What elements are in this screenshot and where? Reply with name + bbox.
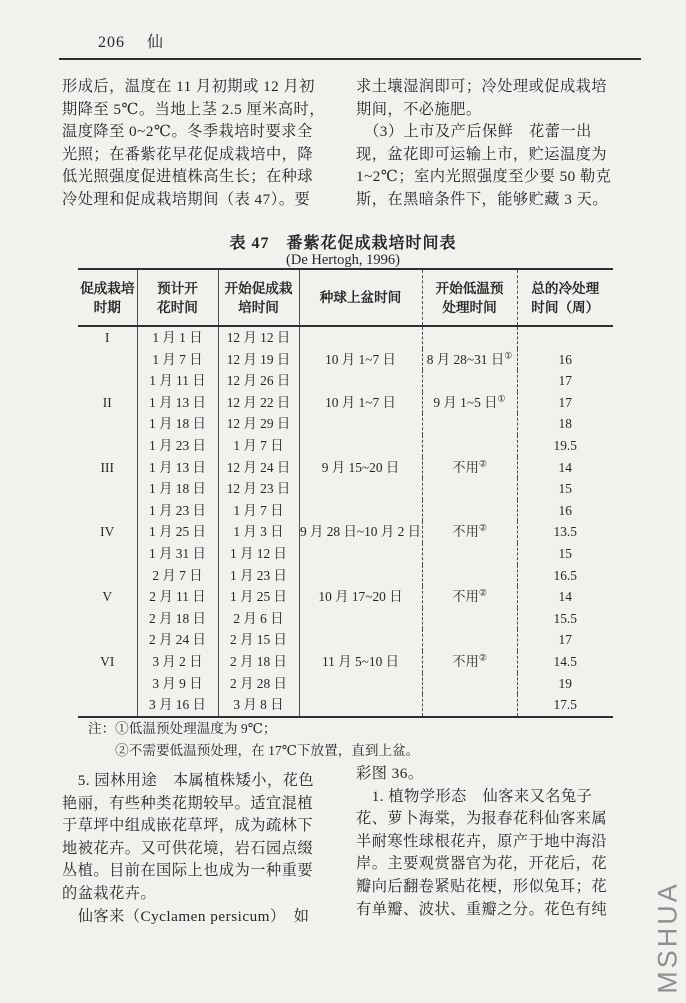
table-cell <box>299 694 422 717</box>
text-line: 5. 园林用途 本属植株矮小，花色 <box>62 772 314 789</box>
text-line: 现，盆花即可运输上市，贮运温度为 <box>356 145 607 163</box>
table-row <box>78 629 613 651</box>
text-line: 彩图 36。 <box>356 765 424 782</box>
table-cell <box>78 629 137 651</box>
table-cell: 1 月 25 日 <box>137 521 218 543</box>
header-line: 预计开 <box>157 280 198 296</box>
table-cell <box>299 543 422 565</box>
text-line: 形成后，温度在 11 月初期或 12 月初 <box>62 78 315 95</box>
table-cell: IV <box>100 524 115 540</box>
table-row <box>78 435 613 457</box>
table-cell <box>78 673 137 695</box>
table-header-cell <box>78 269 137 326</box>
table-cell: 1 月 7 日 <box>218 435 299 457</box>
table-cell <box>422 370 517 392</box>
table-cell: 19 <box>517 673 613 695</box>
table-cell: 1 月 13 日 <box>137 457 218 479</box>
table-cell: 1 月 7 日 <box>218 500 299 522</box>
table-cell: 2 月 7 日 <box>137 565 218 587</box>
table-cell: 17.5 <box>517 694 613 717</box>
table-cell: 3 月 16 日 <box>137 694 218 717</box>
table-cell: 1 月 7 日 <box>137 349 218 371</box>
table-header-cell <box>218 269 299 326</box>
table-cell <box>517 326 613 349</box>
table-cell: 19.5 <box>517 435 613 457</box>
table-cell: 15.5 <box>517 608 613 630</box>
top-left-column <box>62 76 356 212</box>
footnote-marker: ② <box>478 522 487 533</box>
footnote-marker: ② <box>478 458 487 469</box>
table-cell: 2 月 11 日 <box>137 586 218 608</box>
table-cell: 17 <box>517 629 613 651</box>
table-cell: 14 <box>517 457 613 479</box>
table-cell: 1 月 25 日 <box>218 586 299 608</box>
table-cell: 2 月 18 日 <box>218 651 299 673</box>
table-cell <box>422 694 517 717</box>
text-line: ②不需要低温预处理，在 17℃下放置，直到上盆。 <box>88 743 420 759</box>
table-cell: 3 月 2 日 <box>137 651 218 673</box>
table-cell <box>78 435 137 457</box>
table-row <box>78 413 613 435</box>
table-cell: 17 <box>517 370 613 392</box>
table-cell <box>78 478 137 500</box>
table-row <box>78 392 613 414</box>
table-row <box>78 370 613 392</box>
table-cell: 1 月 23 日 <box>218 565 299 587</box>
header-line: 开始促成栽 <box>224 280 293 296</box>
text-line: 光照；在番紫花早花促成栽培中，降 <box>62 145 313 163</box>
table-cell: 1 月 3 日 <box>218 521 299 543</box>
text-line: 斯，在黑暗条件下，能够贮藏 3 天。 <box>356 190 608 208</box>
table-cell <box>299 413 422 435</box>
table-cell: 2 月 24 日 <box>137 629 218 651</box>
table-cell <box>78 500 137 522</box>
header-line: 培时间 <box>238 299 279 315</box>
table-cell <box>78 370 137 392</box>
bottom-right-column <box>356 763 648 921</box>
table-cell: 9 月 1~5 日① <box>422 392 517 414</box>
table-cell: 不用② <box>422 457 517 479</box>
table-cell: 1 月 12 日 <box>218 543 299 565</box>
table-cell <box>299 478 422 500</box>
header-line: 促成栽培 <box>80 280 135 296</box>
text-line: 1~2℃；室内光照强度至少要 50 勒克 <box>356 168 612 186</box>
table-cell: 不用② <box>422 651 517 673</box>
table-cell: 2 月 28 日 <box>218 673 299 695</box>
table-cell <box>299 673 422 695</box>
table-source-citation: (De Hertogh, 1996) <box>286 252 400 268</box>
table-cell: III <box>100 459 114 475</box>
table-cell: 不用② <box>422 586 517 608</box>
table-cell: 16 <box>517 500 613 522</box>
table-row <box>78 326 613 349</box>
table-cell <box>422 435 517 457</box>
table-cell: 9 月 15~20 日 <box>299 457 422 479</box>
table-header-cell <box>137 269 218 326</box>
top-right-column <box>356 76 648 212</box>
table-row <box>78 565 613 587</box>
table-cell <box>299 500 422 522</box>
table-cell: 14 <box>517 586 613 608</box>
table-row <box>78 457 613 479</box>
header-line: 总的冷处理 <box>531 280 600 296</box>
text-line: 仙客来（Cyclamen persicum） 如 <box>62 907 310 925</box>
forcing-table-body <box>78 326 613 717</box>
table-cell: 10 月 1~7 日 <box>299 392 422 414</box>
table-cell <box>422 326 517 349</box>
table-cell: 1 月 23 日 <box>137 500 218 522</box>
running-header <box>98 29 164 52</box>
table-cell: 12 月 29 日 <box>218 413 299 435</box>
table-cell <box>422 673 517 695</box>
table-cell <box>299 370 422 392</box>
text-line: 期降至 5℃。当地上茎 2.5 厘米高时， <box>62 100 325 118</box>
table-cell: 8 月 28~31 日① <box>422 349 517 371</box>
text-line: 于草坪中组成嵌花草坪，成为疏林下 <box>62 817 313 835</box>
header-line: 花时间 <box>157 299 198 315</box>
table-cell: 12 月 19 日 <box>218 349 299 371</box>
header-line: 处理时间 <box>442 299 497 315</box>
table-row <box>78 500 613 522</box>
table-cell: V <box>102 589 113 605</box>
table-cell: II <box>102 394 112 410</box>
table-cell: 12 月 12 日 <box>218 326 299 349</box>
forcing-table <box>78 268 613 718</box>
table-cell: 16 <box>517 349 613 371</box>
table-cell: 13.5 <box>517 521 613 543</box>
bottom-left-column <box>62 770 356 928</box>
table-row <box>78 608 613 630</box>
text-line: 艳丽，有些种类花期较早。适宜混植 <box>62 794 313 812</box>
table-cell <box>299 629 422 651</box>
text-line: 地被花卉。又可供花境，岩石园点缀 <box>62 839 313 857</box>
running-title: 仙 <box>147 34 165 51</box>
table-cell <box>299 565 422 587</box>
table-title: 表 47 番紫花促成栽培时间表 <box>229 235 457 252</box>
table-header-cell <box>517 269 613 326</box>
table-cell: 11 月 5~10 日 <box>299 651 422 673</box>
text-line: 1. 植物学形态 仙客来又名兔子 <box>356 787 593 805</box>
table-cell: 1 月 11 日 <box>137 370 218 392</box>
table-cell: 18 <box>517 413 613 435</box>
table-cell <box>299 326 422 349</box>
header-rule <box>59 58 641 60</box>
text-line: 岸。主要观赏器官为花，开花后，花 <box>356 855 607 873</box>
table-cell <box>78 413 137 435</box>
table-cell: 3 月 8 日 <box>218 694 299 717</box>
text-line: 有单瓣、波状、重瓣之分。花色有纯 <box>356 900 607 918</box>
footnote-marker: ② <box>478 587 487 598</box>
text-line: 半耐寒性球根花卉，原产于地中海沿 <box>356 832 607 850</box>
table-cell <box>78 543 137 565</box>
footnote-marker: ② <box>478 652 487 663</box>
table-cell <box>422 543 517 565</box>
table-cell: 12 月 24 日 <box>218 457 299 479</box>
text-line: 丛植。目前在国际上也成为一种重要 <box>62 862 313 880</box>
table-cell: 10 月 1~7 日 <box>299 349 422 371</box>
header-line: 开始低温预 <box>435 280 504 296</box>
table-cell <box>299 608 422 630</box>
table-cell <box>299 435 422 457</box>
text-line: 冷处理和促成栽培期间（表 47）。要 <box>62 190 311 208</box>
page-number: 206 <box>98 34 125 51</box>
table-row <box>78 673 613 695</box>
table-header-cell <box>299 269 422 326</box>
table-cell: 15 <box>517 478 613 500</box>
table-cell: 1 月 23 日 <box>137 435 218 457</box>
table-cell: 17 <box>517 392 613 414</box>
table-cell: 1 月 18 日 <box>137 478 218 500</box>
text-line: 注：①低温预处理温度为 9℃； <box>88 721 277 736</box>
table-header-row <box>78 269 613 326</box>
watermark-text: MSHUA <box>652 881 683 994</box>
table-row <box>78 543 613 565</box>
table-row <box>78 586 613 608</box>
table-cell: 1 月 13 日 <box>137 392 218 414</box>
header-line: 时期 <box>93 299 121 315</box>
table-cell: 15 <box>517 543 613 565</box>
table-row <box>78 478 613 500</box>
text-line: 花、萝卜海棠，为报春花科仙客来属 <box>356 810 607 828</box>
text-line: 求土壤湿润即可；冷处理或促成栽培 <box>356 78 607 95</box>
table-row <box>78 694 613 717</box>
table-cell: 16.5 <box>517 565 613 587</box>
text-line: 低光照强度促进植株高生长；在种球 <box>62 168 313 186</box>
table-row <box>78 349 613 371</box>
footnote-marker: ① <box>497 393 506 404</box>
table-header-cell <box>422 269 517 326</box>
table-cell: 1 月 18 日 <box>137 413 218 435</box>
table-cell: 12 月 26 日 <box>218 370 299 392</box>
table-cell: 3 月 9 日 <box>137 673 218 695</box>
table-cell <box>78 608 137 630</box>
table-cell: 9 月 28 日~10 月 2 日 <box>299 521 422 543</box>
table-cell <box>422 478 517 500</box>
table-row <box>78 521 613 543</box>
text-line: （3）上市及产后保鲜 花蕾一出 <box>356 123 592 141</box>
table-cell: 2 月 15 日 <box>218 629 299 651</box>
table-cell: 2 月 6 日 <box>218 608 299 630</box>
table-cell <box>422 608 517 630</box>
table-cell: 10 月 17~20 日 <box>299 586 422 608</box>
table-cell <box>78 565 137 587</box>
table-cell <box>422 565 517 587</box>
table-cell: 不用② <box>422 521 517 543</box>
forcing-table-head <box>78 269 613 326</box>
table-cell: 2 月 18 日 <box>137 608 218 630</box>
table-cell <box>422 629 517 651</box>
table-cell: 12 月 23 日 <box>218 478 299 500</box>
header-line: 种球上盆时间 <box>319 290 402 305</box>
table-cell: 1 月 1 日 <box>137 326 218 349</box>
text-line: 温度降至 0~2℃。冬季栽培时要求全 <box>62 123 313 141</box>
table-cell: VI <box>100 653 115 669</box>
table-cell: I <box>105 330 110 345</box>
table-cell <box>78 694 137 717</box>
text-line: 的盆栽花卉。 <box>62 884 157 902</box>
table-cell <box>422 500 517 522</box>
table-row <box>78 651 613 673</box>
footnote-marker: ① <box>504 350 513 361</box>
text-line: 瓣向后翻卷紧贴花梗，形似兔耳；花 <box>356 877 607 895</box>
table-cell: 12 月 22 日 <box>218 392 299 414</box>
text-line: 期间，不必施肥。 <box>356 100 482 118</box>
table-notes <box>88 718 419 763</box>
table-cell <box>422 413 517 435</box>
header-line: 时间（周） <box>531 299 600 315</box>
table-cell <box>78 349 137 371</box>
table-cell: 1 月 31 日 <box>137 543 218 565</box>
table-cell: 14.5 <box>517 651 613 673</box>
